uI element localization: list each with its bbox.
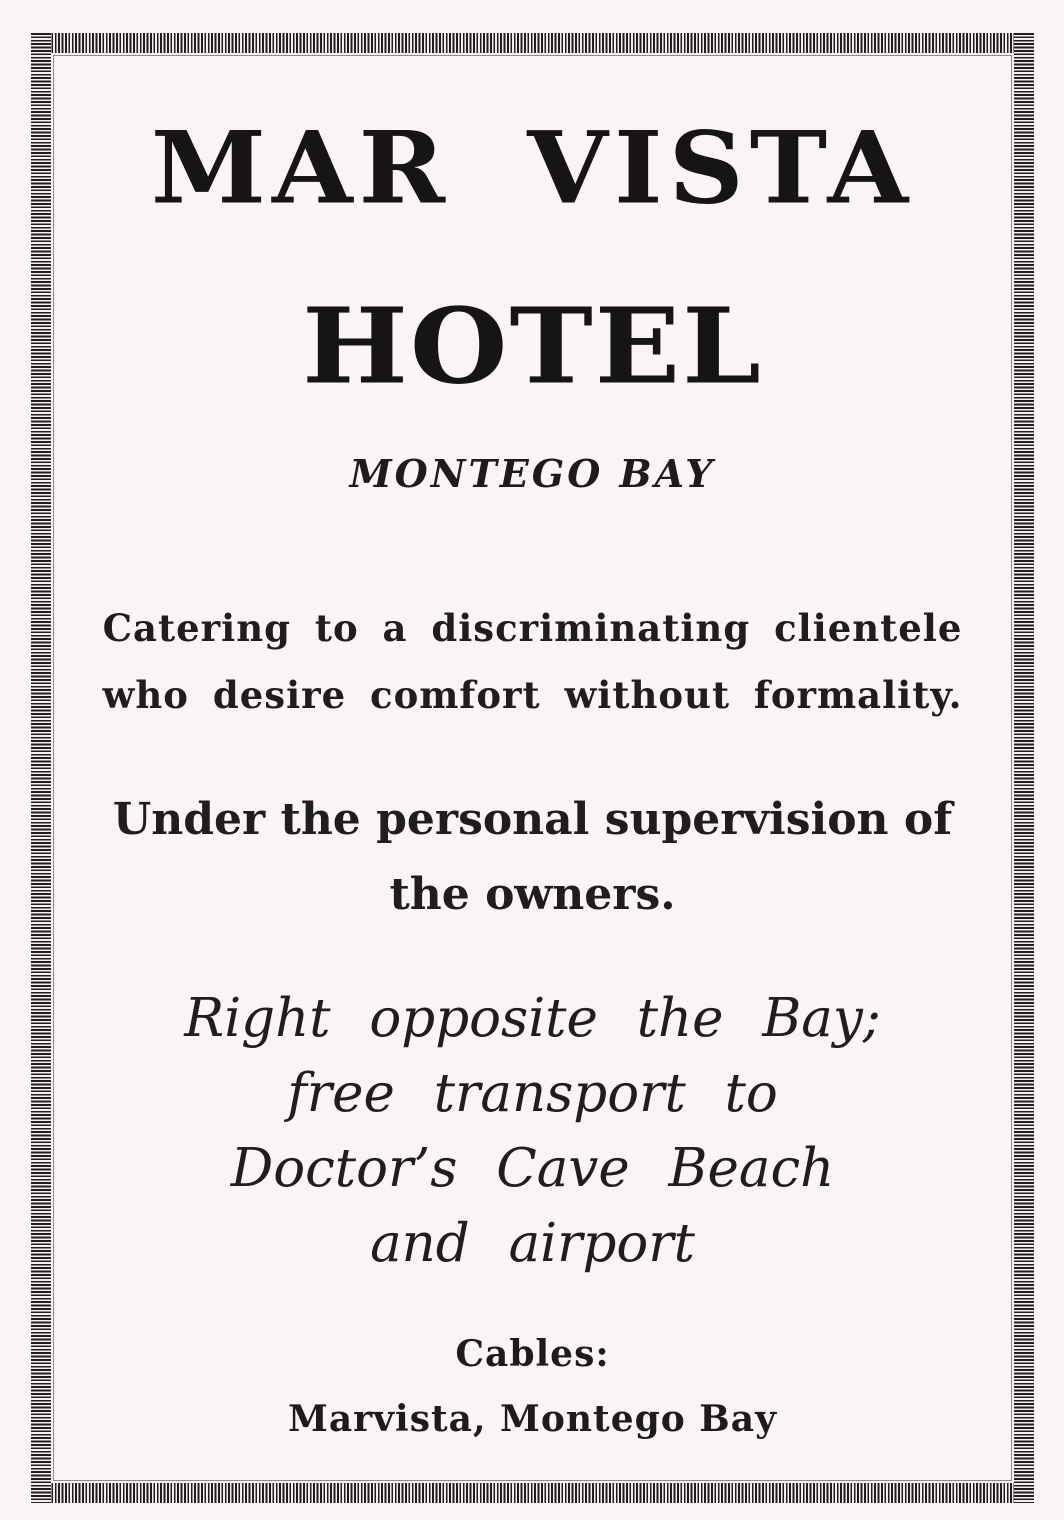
cables-label: Cables: (455, 1333, 610, 1375)
location-subtitle: MONTEGO BAY (349, 451, 716, 496)
supervision-paragraph (53, 782, 1012, 932)
frame-top-border (31, 33, 1034, 53)
benefits-line: Right opposite the Bay; (184, 988, 881, 1049)
benefits-line: Doctor’s Cave Beach (230, 1138, 835, 1199)
supervision-line: Under the personal supervision of (112, 794, 953, 845)
frame-bottom-border (31, 1483, 1034, 1503)
hotel-title-line-2: HOTEL (302, 285, 763, 408)
benefits-line: and airport (370, 1213, 695, 1274)
supervision-line: the owners. (389, 869, 676, 920)
frame-left-border (31, 33, 51, 1503)
tagline-paragraph (53, 595, 1012, 729)
location-benefits-paragraph (53, 981, 1012, 1281)
benefits-line: free transport to (287, 1063, 778, 1124)
tagline-line: who desire comfort without formality. (102, 673, 963, 717)
hotel-title-line-1: MAR VISTA (150, 109, 915, 227)
cables-address: Marvista, Montego Bay (288, 1398, 777, 1440)
tagline-line: Catering to a discriminating clientele (102, 606, 963, 650)
advertisement-content (53, 55, 1012, 1481)
frame-right-border (1014, 33, 1034, 1503)
